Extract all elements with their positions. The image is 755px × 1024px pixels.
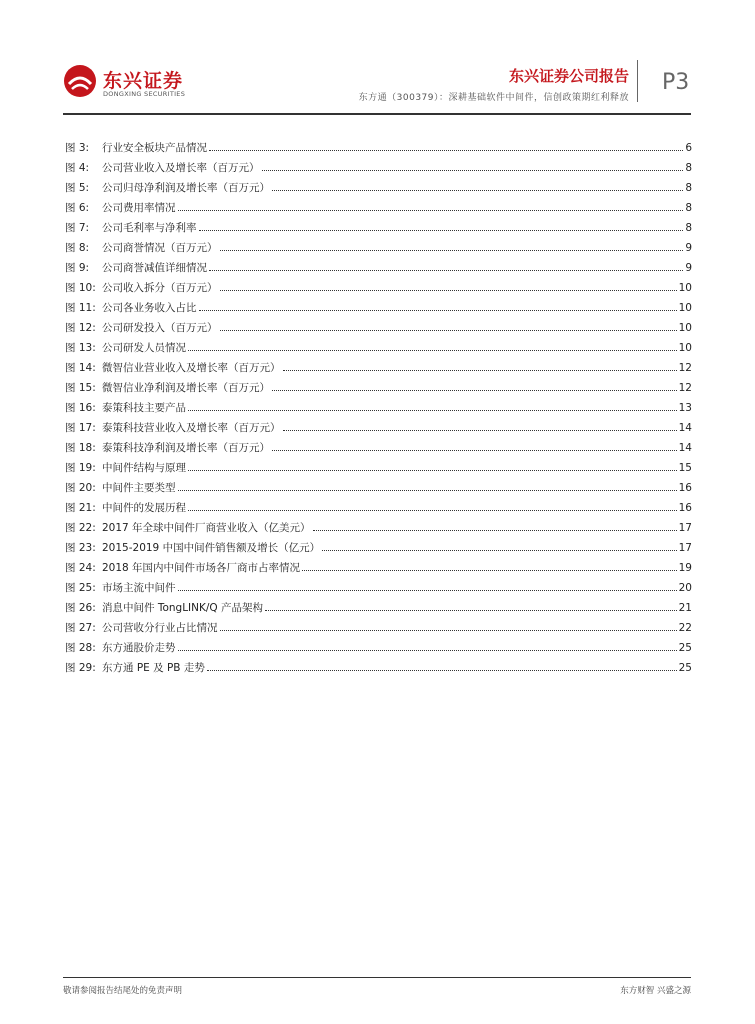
figure-title: 公司营收分行业占比情况 [102,622,218,634]
leader-dots [188,350,677,351]
figure-label: 图 21: [65,502,96,514]
figure-title: 微智信业净利润及增长率（百万元） [102,382,270,394]
figure-title: 消息中间件 TongLINK/Q 产品架构 [102,602,264,614]
figure-title: 公司商誉减值详细情况 [102,262,207,274]
figure-label: 图 29: [65,662,96,674]
leader-dots [188,470,677,471]
leader-dots [209,270,683,271]
page-ref: 22 [678,622,692,634]
footer-rule [63,977,691,978]
figure-label: 图 20: [65,482,96,494]
figure-title: 2018 年国内中间件市场各厂商市占率情况 [102,562,301,574]
figure-label: 图 17: [65,422,96,434]
figure-title: 市场主流中间件 [102,582,176,594]
toc-row[interactable] [65,440,692,460]
toc-row[interactable] [65,640,692,660]
leader-dots [220,290,677,291]
leader-dots [272,390,677,391]
figure-title: 公司研发人员情况 [102,342,186,354]
page-ref: 12 [678,362,692,374]
leader-dots [283,370,677,371]
figure-label: 图 28: [65,642,96,654]
toc-row[interactable] [65,660,692,680]
figure-title: 泰策科技主要产品 [102,402,186,414]
figure-title: 东方通 PE 及 PB 走势 [102,662,205,674]
figure-title: 公司研发投入（百万元） [102,322,218,334]
report-subtitle: 东方通（300379）：深耕基础软件中间件，信创政策期红利释放 [358,93,629,103]
page-ref: 12 [678,382,692,394]
figure-title: 公司营业收入及增长率（百万元） [102,162,260,174]
page-ref: 10 [678,322,692,334]
toc-row[interactable] [65,600,692,620]
toc-row[interactable] [65,180,692,200]
page-ref: 17 [678,522,692,534]
figure-label: 图 3: [65,142,90,154]
toc-row[interactable] [65,200,692,220]
page-ref: 9 [685,242,692,254]
toc-row[interactable] [65,140,692,160]
figure-label: 图 5: [65,182,90,194]
footer-slogan: 东方财智 兴盛之源 [620,986,691,996]
leader-dots [178,210,684,211]
page-ref: 25 [678,662,692,674]
leader-dots [178,490,677,491]
toc-row[interactable] [65,560,692,580]
page-ref: 8 [685,162,692,174]
toc-row[interactable] [65,160,692,180]
page-ref: 8 [685,202,692,214]
toc-row[interactable] [65,260,692,280]
page-ref: 8 [685,222,692,234]
toc-row[interactable] [65,280,692,300]
header-divider [637,60,638,102]
page-number: P3 [662,70,690,95]
logo-chinese-name: 东兴证券 [103,70,184,92]
toc-row[interactable] [65,240,692,260]
figure-label: 图 9: [65,262,90,274]
figure-label: 图 18: [65,442,96,454]
figure-label: 图 6: [65,202,90,214]
figure-title: 公司费用率情况 [102,202,176,214]
toc-row[interactable] [65,380,692,400]
figure-label: 图 27: [65,622,96,634]
figure-title: 公司收入拆分（百万元） [102,282,218,294]
toc-row[interactable] [65,340,692,360]
leader-dots [178,590,677,591]
toc-row[interactable] [65,400,692,420]
figure-title: 中间件的发展历程 [102,502,186,514]
figure-title: 公司毛利率与净利率 [102,222,197,234]
figure-label: 图 10: [65,282,96,294]
leader-dots [178,650,677,651]
toc-row[interactable] [65,480,692,500]
leader-dots [302,570,677,571]
figure-title: 2017 年全球中间件厂商营业收入（亿美元） [102,522,311,534]
leader-dots [220,250,684,251]
figure-index [65,140,692,680]
toc-row[interactable] [65,420,692,440]
figure-label: 图 7: [65,222,90,234]
toc-row[interactable] [65,500,692,520]
figure-title: 公司归母净利润及增长率（百万元） [102,182,270,194]
page-ref: 13 [678,402,692,414]
toc-row[interactable] [65,300,692,320]
figure-label: 图 23: [65,542,96,554]
figure-label: 图 8: [65,242,90,254]
page-ref: 10 [678,342,692,354]
footer-disclaimer: 敬请参阅报告结尾处的免责声明 [63,986,183,996]
page-ref: 17 [678,542,692,554]
header-rule [63,113,691,115]
page-ref: 21 [678,602,692,614]
leader-dots [220,630,677,631]
figure-title: 中间件主要类型 [102,482,176,494]
figure-title: 中间件结构与原理 [102,462,186,474]
logo-english-name: DONGXING SECURITIES [103,90,186,98]
page-ref: 10 [678,302,692,314]
leader-dots [188,410,677,411]
company-logo [63,62,203,102]
leader-dots [313,530,677,531]
figure-label: 图 15: [65,382,96,394]
figure-label: 图 11: [65,302,96,314]
figure-label: 图 13: [65,342,96,354]
leader-dots [272,450,677,451]
leader-dots [265,610,677,611]
figure-label: 图 12: [65,322,96,334]
leader-dots [283,430,677,431]
figure-label: 图 14: [65,362,96,374]
page-ref: 6 [685,142,692,154]
page-ref: 19 [678,562,692,574]
leader-dots [209,150,683,151]
toc-row[interactable] [65,460,692,480]
toc-row[interactable] [65,220,692,240]
toc-row[interactable] [65,520,692,540]
toc-row[interactable] [65,360,692,380]
leader-dots [199,310,677,311]
leader-dots [199,230,684,231]
figure-label: 图 26: [65,602,96,614]
page-ref: 10 [678,282,692,294]
leader-dots [207,670,677,671]
figure-title: 东方通股价走势 [102,642,176,654]
leader-dots [272,190,683,191]
figure-label: 图 25: [65,582,96,594]
figure-title: 公司商誉情况（百万元） [102,242,218,254]
page-ref: 14 [678,442,692,454]
page-ref: 9 [685,262,692,274]
figure-title: 微智信业营业收入及增长率（百万元） [102,362,281,374]
page-ref: 20 [678,582,692,594]
leader-dots [262,170,684,171]
page-ref: 8 [685,182,692,194]
page-ref: 16 [678,482,692,494]
figure-title: 公司各业务收入占比 [102,302,197,314]
toc-row[interactable] [65,320,692,340]
page-ref: 15 [678,462,692,474]
toc-row[interactable] [65,540,692,560]
page-ref: 14 [678,422,692,434]
dongxing-logo-icon [63,64,97,98]
leader-dots [220,330,677,331]
figure-label: 图 4: [65,162,90,174]
figure-title: 2015-2019 中国中间件销售额及增长（亿元） [102,542,321,554]
figure-label: 图 16: [65,402,96,414]
report-title: 东兴证券公司报告 [508,67,629,85]
figure-title: 泰策科技净利润及增长率（百万元） [102,442,270,454]
figure-label: 图 24: [65,562,96,574]
figure-label: 图 19: [65,462,96,474]
figure-title: 泰策科技营业收入及增长率（百万元） [102,422,281,434]
figure-title: 行业安全板块产品情况 [102,142,207,154]
toc-row[interactable] [65,620,692,640]
page-ref: 16 [678,502,692,514]
toc-row[interactable] [65,580,692,600]
leader-dots [188,510,677,511]
leader-dots [322,550,677,551]
figure-label: 图 22: [65,522,96,534]
page-ref: 25 [678,642,692,654]
